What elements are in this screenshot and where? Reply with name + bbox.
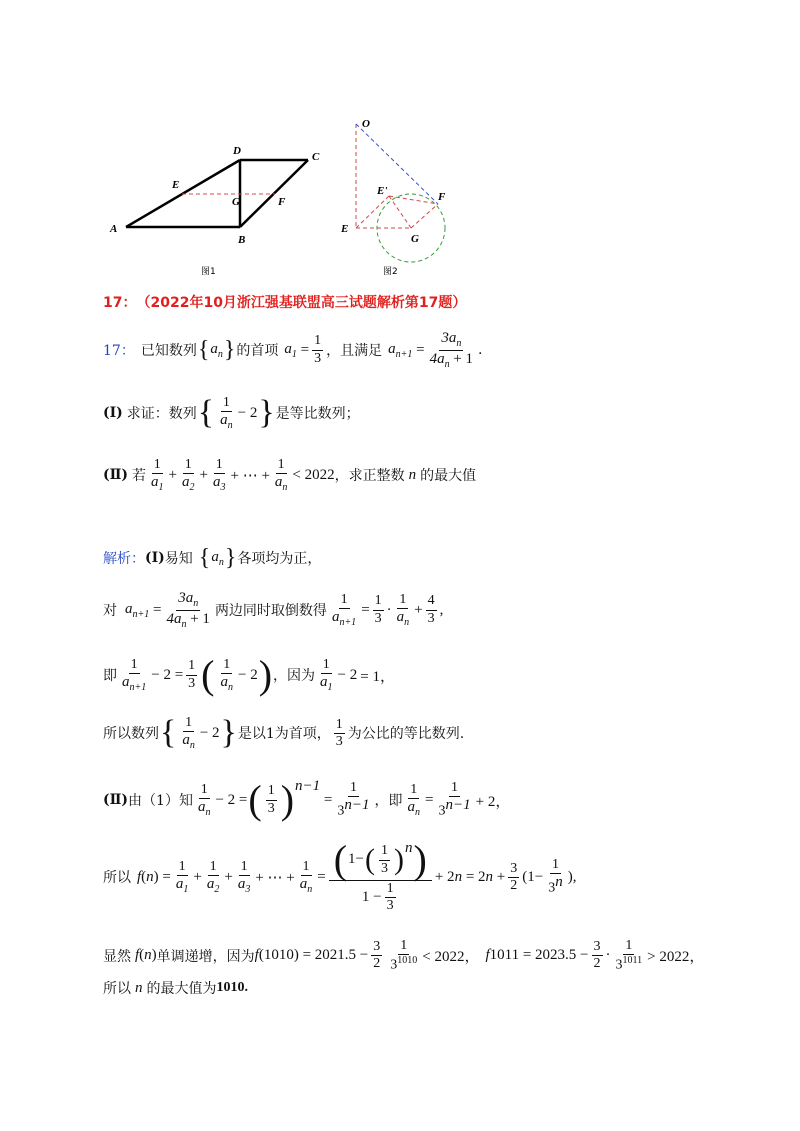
label-c: C	[312, 151, 320, 163]
problem-source-header: 17： （2022年10月浙江强基联盟高三试题解析第17题）	[103, 295, 467, 311]
label-g2: G	[411, 233, 419, 245]
label-e2: E	[341, 223, 349, 235]
label-g: G	[232, 196, 240, 208]
solution-line-2: 对 $a_{n+1}$ = $\frac{3a_n}{4a_n + 1}$ 两边同时取倒数得 $\frac{1}{a_{n+1}}$ = $\frac{1}{3}$ · $\frac{1}{a_n}$ + $\frac{4}{3}$ ,	[103, 590, 444, 630]
figure-1	[100, 140, 340, 285]
segment-of-dashed	[356, 124, 438, 204]
caption-fig2: 图2	[383, 267, 398, 277]
label-e-prime: E'	[377, 185, 388, 197]
label-o: O	[362, 118, 370, 130]
solution-line-5: (Ⅱ) 由（1）知 $\frac{1}{a_n}$ − 2 = ( $\frac{1}{3}$ ) n−1 = $\frac{1}{3^{n-1}}$ ，即 $\frac{1}{a_n}$ = $\frac{1}{3^{n-1}}$ + 2，	[103, 777, 511, 822]
label-d: D	[233, 145, 241, 157]
label-a: A	[110, 223, 118, 235]
label-f2: F	[438, 191, 446, 203]
solution-line-6: 所以 f ( n ) = $\frac{1}{a_1}$ + $\frac{1}{a_2}$ + $\frac{1}{a_3}$ + ⋯ + $\frac{1}{a_n}$ = ( 1− ( $\frac{1}{3}$ ) n ) 1 − $\frac{1}{3}$ + 2 n = 2 n + $\frac{3}{2}$ (1− $\frac{1}{3^n}$ ),	[103, 837, 577, 914]
solution-line-8: 所以 n 的最大值为 1010.	[103, 979, 248, 997]
label-e: E	[172, 179, 180, 191]
problem-statement: 17： 已知数列 { $a_n$ } 的首项 $a_1$ = $\frac{1}{3}$ ，且满足 $a_{n+1}$ = $\frac{3a_n}{4a_n + 1}$ .	[103, 330, 483, 370]
caption-fig1: 图1	[201, 267, 216, 277]
figure-2	[335, 112, 465, 282]
solution-line-7: 显然 f ( n ) 单调递增，因为 f (1010) = 2021.5 − $\frac{3}{2}$ $\frac{1}{3^{1010}}$ < 2022， f 1011 = 2023.5 − $\frac{3}{2}$ · $\frac{1}{3^{1011}}$ > 2022，	[103, 938, 705, 973]
solution-line-4: 所以数列 { $\frac{1}{a_n}$ − 2 } 是以1为首项， $\frac{1}{3}$ 为公比的等比数列.	[103, 714, 465, 752]
solution-line-3: 即 $\frac{1}{a_{n+1}}$ − 2 = $\frac{1}{3}$ ( $\frac{1}{a_n}$ − 2 ) ，因为 $\frac{1}{a_1}$ − 2 = 1，	[103, 652, 395, 697]
label-f: F	[278, 196, 286, 208]
solution-line-1: 解析： (Ⅰ) 易知 { $a_n$ } 各项均为正，	[103, 545, 322, 571]
part-1-question: (Ⅰ) 求证：数列 { $\frac{1}{a_n}$ − 2 } 是等比数列；	[103, 394, 360, 432]
label-b: B	[238, 234, 246, 246]
part-2-question: (Ⅱ) 若 $\frac{1}{a_1}$ + $\frac{1}{a_2}$ + $\frac{1}{a_3}$ + ⋯ + $\frac{1}{a_n}$ < 2022 ，求正整数 n 的最大值	[103, 457, 477, 494]
